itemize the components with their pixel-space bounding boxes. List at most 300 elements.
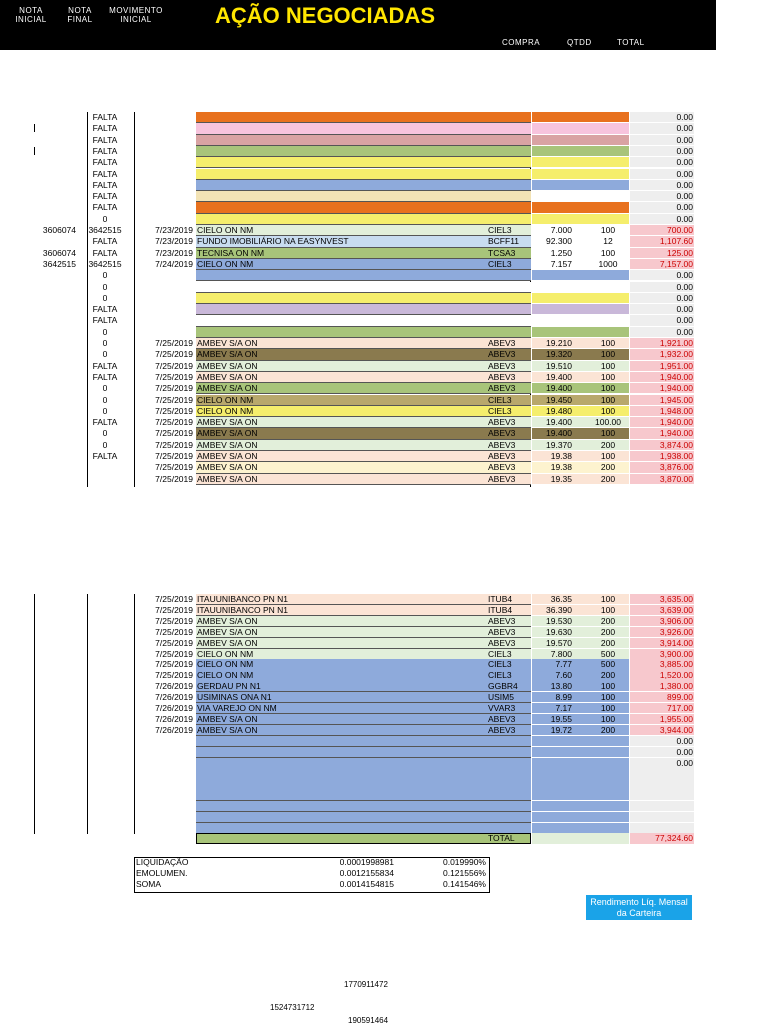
qty-cell: 100 xyxy=(600,383,616,394)
qty-cell: 100 xyxy=(600,594,616,604)
date-cell: 7/25/2019 xyxy=(155,349,193,360)
total-cell: 0.00 xyxy=(676,757,693,768)
row-color-band xyxy=(196,736,531,747)
qty-cell: 200 xyxy=(600,626,616,637)
nota-final-cell: 3642515 xyxy=(88,225,122,235)
price-cell: 36.35 xyxy=(550,594,572,604)
asset-name-cell: CIELO ON NM xyxy=(197,405,254,416)
date-cell: 7/25/2019 xyxy=(155,360,193,371)
table-row xyxy=(0,282,768,293)
nota-final-cell: 0 xyxy=(102,349,108,360)
date-cell: 7/25/2019 xyxy=(155,428,193,439)
total-qty-band xyxy=(532,833,629,844)
ticker-cell: ABEV3 xyxy=(488,417,516,428)
price-cell: 19.530 xyxy=(546,615,572,626)
asset-name-cell: AMBEV S/A ON xyxy=(197,626,258,637)
row-color-band xyxy=(196,327,531,338)
ticker-cell: TCSA3 xyxy=(488,247,516,258)
price-cell: 19.370 xyxy=(546,439,572,450)
price-cell: 13.80 xyxy=(550,681,572,692)
total-cell: 3,944.00 xyxy=(659,724,693,735)
total-cell: 3,885.00 xyxy=(659,659,693,670)
ticker-cell: ABEV3 xyxy=(488,473,516,484)
qty-cell: 100 xyxy=(600,405,616,416)
nota-final-cell: FALTA xyxy=(92,134,118,145)
nota-final-cell: 0 xyxy=(102,213,108,224)
row-color-band xyxy=(196,790,531,801)
row-color-band xyxy=(196,304,531,315)
nota-final-cell: FALTA xyxy=(92,360,118,371)
row-color-band xyxy=(196,112,531,123)
table-row xyxy=(0,801,768,812)
nota-final-cell: 0 xyxy=(102,383,108,394)
date-cell: 7/23/2019 xyxy=(155,225,193,235)
table-row xyxy=(0,202,768,213)
price-cell: 7.000 xyxy=(550,225,572,235)
nota-final-cell: FALTA xyxy=(92,451,118,461)
row-qty-band xyxy=(532,779,629,789)
qty-cell: 200 xyxy=(600,439,616,450)
nota-final-cell: FALTA xyxy=(92,191,118,202)
total-row xyxy=(0,833,768,844)
row-color-band xyxy=(196,214,531,225)
bottom-number: 1524731712 xyxy=(270,1003,315,1012)
ticker-cell: ABEV3 xyxy=(488,338,516,348)
date-cell: 7/25/2019 xyxy=(155,615,193,626)
asset-name-cell: AMBEV S/A ON xyxy=(197,338,258,348)
table-row xyxy=(0,451,768,462)
row-qty-band xyxy=(532,146,629,156)
qty-cell: 100.00 xyxy=(595,417,621,428)
total-cell: 1,380.00 xyxy=(659,681,693,692)
fee-value: 0.0001998981 xyxy=(339,857,394,867)
nota-final-cell: 3642515 xyxy=(88,258,122,269)
asset-name-cell: FUNDO IMOBILIÁRIO NA EASYNVEST xyxy=(197,236,349,247)
table-row xyxy=(0,315,768,326)
row-qty-band xyxy=(532,270,629,280)
ticker-cell: ABEV3 xyxy=(488,615,516,626)
asset-name-cell: AMBEV S/A ON xyxy=(197,417,258,428)
row-color-band xyxy=(196,315,531,326)
table-row xyxy=(0,736,768,747)
price-cell: 19.55 xyxy=(550,713,572,724)
row-color-band xyxy=(196,270,531,281)
total-cell: 3,635.00 xyxy=(659,594,693,604)
qty-cell: 200 xyxy=(600,670,616,681)
row-qty-band xyxy=(532,157,629,167)
row-color-band xyxy=(196,812,531,823)
row-qty-band xyxy=(532,304,629,314)
asset-name-cell: CIELO ON NM xyxy=(197,648,254,659)
qty-cell: 200 xyxy=(600,462,616,473)
nota-final-cell: FALTA xyxy=(92,157,118,168)
table-row xyxy=(0,692,768,703)
ticker-cell: CIEL3 xyxy=(488,659,512,670)
total-cell: 3,926.00 xyxy=(659,626,693,637)
ticker-cell: CIEL3 xyxy=(488,648,512,659)
total-cell: 1,932.00 xyxy=(659,349,693,360)
fee-label: LIQUIDAÇÃO xyxy=(136,857,189,867)
table-header xyxy=(0,0,716,50)
table-row xyxy=(0,214,768,225)
date-cell: 7/25/2019 xyxy=(155,659,193,670)
total-cell: 717.00 xyxy=(667,703,693,713)
qty-cell: 100 xyxy=(600,225,616,235)
table-row xyxy=(0,304,768,315)
table-row xyxy=(0,725,768,736)
price-cell: 7.60 xyxy=(555,670,572,681)
row-total-band xyxy=(630,812,694,822)
nota-final-cell: FALTA xyxy=(92,202,118,213)
asset-name-cell: CIELO ON NM xyxy=(197,225,254,235)
row-qty-band xyxy=(532,214,629,224)
table-row xyxy=(0,349,768,360)
table-row xyxy=(0,594,768,605)
ticker-cell: CIEL3 xyxy=(488,225,512,235)
total-cell: 3,900.00 xyxy=(659,648,693,659)
total-cell: 1,955.00 xyxy=(659,713,693,724)
asset-name-cell: AMBEV S/A ON xyxy=(197,360,258,371)
price-cell: 19.38 xyxy=(550,451,572,461)
row-qty-band xyxy=(532,191,629,201)
total-cell: 0.00 xyxy=(676,202,693,213)
date-cell: 7/24/2019 xyxy=(155,258,193,269)
qty-cell: 100 xyxy=(600,247,616,258)
total-cell: 0.00 xyxy=(676,281,693,292)
table-row xyxy=(0,649,768,660)
price-cell: 19.320 xyxy=(546,349,572,360)
table-row xyxy=(0,372,768,383)
nota-final-cell: FALTA xyxy=(92,304,118,315)
asset-name-cell: AMBEV S/A ON xyxy=(197,428,258,439)
total-cell: 0.00 xyxy=(676,270,693,281)
row-total-band xyxy=(630,779,694,789)
qty-cell: 100 xyxy=(600,349,616,360)
table-row xyxy=(0,714,768,725)
date-cell: 7/26/2019 xyxy=(155,713,193,724)
fee-percent: 0.019990% xyxy=(442,857,486,867)
ticker-cell: ITUB4 xyxy=(488,604,513,615)
total-cell: 0.00 xyxy=(676,326,693,337)
date-cell: 7/26/2019 xyxy=(155,724,193,735)
row-color-band xyxy=(196,747,531,758)
asset-name-cell: GERDAU PN N1 xyxy=(197,681,261,692)
asset-name-cell: ITAUUNIBANCO PN N1 xyxy=(197,604,288,615)
ticker-cell: ITUB4 xyxy=(488,594,513,604)
header-total: TOTAL xyxy=(617,38,645,47)
total-cell: 0.00 xyxy=(676,157,693,168)
nota-inicial-cell: 3642515 xyxy=(42,258,76,269)
price-cell: 92.300 xyxy=(546,236,572,247)
nota-final-cell: FALTA xyxy=(92,371,118,382)
asset-name-cell: AMBEV S/A ON xyxy=(197,713,258,724)
ticker-cell: ABEV3 xyxy=(488,724,516,735)
qty-cell: 100 xyxy=(600,604,616,615)
ticker-cell: ABEV3 xyxy=(488,637,516,648)
table-row xyxy=(0,758,768,769)
table-row xyxy=(0,474,768,485)
date-cell: 7/25/2019 xyxy=(155,394,193,405)
price-cell: 19.510 xyxy=(546,360,572,371)
price-cell: 19.400 xyxy=(546,428,572,439)
date-cell: 7/25/2019 xyxy=(155,473,193,484)
price-cell: 19.210 xyxy=(546,338,572,348)
asset-name-cell: VIA VAREJO ON NM xyxy=(197,703,277,713)
row-color-band xyxy=(196,758,531,769)
qty-cell: 500 xyxy=(600,648,616,659)
date-cell: 7/26/2019 xyxy=(155,692,193,703)
ticker-cell: GGBR4 xyxy=(488,681,518,692)
price-cell: 36.390 xyxy=(546,604,572,615)
price-cell: 19.400 xyxy=(546,383,572,394)
date-cell: 7/25/2019 xyxy=(155,462,193,473)
ticker-cell: BCFF11 xyxy=(488,236,520,247)
row-color-band xyxy=(196,191,531,202)
bottom-number: 1770911472 xyxy=(344,980,388,989)
price-cell: 19.570 xyxy=(546,637,572,648)
qty-cell: 500 xyxy=(600,659,616,670)
nota-final-cell: FALTA xyxy=(92,417,118,428)
price-cell: 7.17 xyxy=(555,703,572,713)
total-cell: 1,520.00 xyxy=(659,670,693,681)
price-cell: 19.38 xyxy=(550,462,572,473)
asset-name-cell: AMBEV S/A ON xyxy=(197,615,258,626)
ticker-cell: ABEV3 xyxy=(488,371,516,382)
table-row xyxy=(0,112,768,123)
nota-final-cell: FALTA xyxy=(92,315,118,326)
date-cell: 7/25/2019 xyxy=(155,338,193,348)
table-row xyxy=(0,747,768,758)
row-qty-band xyxy=(532,801,629,811)
date-cell: 7/26/2019 xyxy=(155,681,193,692)
table-row xyxy=(0,361,768,372)
table-row xyxy=(0,236,768,247)
nota-final-cell: 0 xyxy=(102,405,108,416)
total-cell: 0.00 xyxy=(676,191,693,202)
row-color-band xyxy=(196,146,531,157)
table-row xyxy=(0,259,768,270)
table-row xyxy=(0,157,768,168)
date-cell: 7/23/2019 xyxy=(155,247,193,258)
price-cell: 19.400 xyxy=(546,371,572,382)
qty-cell: 200 xyxy=(600,637,616,648)
date-cell: 7/26/2019 xyxy=(155,703,193,713)
total-cell: 0.00 xyxy=(676,123,693,134)
total-cell: 0.00 xyxy=(676,112,693,122)
row-qty-band xyxy=(532,315,629,325)
asset-name-cell: USIMINAS ONA N1 xyxy=(197,692,272,703)
table-row xyxy=(0,428,768,439)
table-row xyxy=(0,270,768,281)
row-total-band xyxy=(630,823,694,833)
table-row xyxy=(0,248,768,259)
price-cell: 19.630 xyxy=(546,626,572,637)
row-qty-band xyxy=(532,112,629,122)
total-cell: 0.00 xyxy=(676,292,693,303)
total-cell: 0.00 xyxy=(676,145,693,156)
table-row xyxy=(0,812,768,823)
nota-final-cell: 0 xyxy=(102,292,108,303)
total-cell: 1,940.00 xyxy=(659,428,693,439)
total-cell: 1,107.60 xyxy=(659,236,693,247)
table-row xyxy=(0,123,768,134)
fee-percent: 0.121556% xyxy=(442,868,486,878)
row-color-band xyxy=(196,202,531,213)
ticker-cell: ABEV3 xyxy=(488,626,516,637)
total-cell: 3,876.00 xyxy=(659,462,693,473)
table-row xyxy=(0,670,768,681)
total-cell: 0.00 xyxy=(676,179,693,190)
row-qty-band xyxy=(532,812,629,822)
row-qty-band xyxy=(532,768,629,778)
qty-cell: 100 xyxy=(600,371,616,382)
row-color-band xyxy=(196,123,531,134)
asset-name-cell: AMBEV S/A ON xyxy=(197,451,258,461)
nota-inicial-cell: 3606074 xyxy=(42,225,76,235)
qty-cell: 100 xyxy=(600,692,616,703)
total-cell: 0.00 xyxy=(676,168,693,179)
nota-final-cell: FALTA xyxy=(92,123,118,134)
asset-name-cell: AMBEV S/A ON xyxy=(197,724,258,735)
price-cell: 1.250 xyxy=(550,247,572,258)
asset-name-cell: AMBEV S/A ON xyxy=(197,637,258,648)
fee-percent: 0.141546% xyxy=(442,879,486,889)
bottom-number: 190591464 xyxy=(348,1016,389,1025)
row-qty-band xyxy=(532,135,629,145)
total-cell: 1,945.00 xyxy=(659,394,693,405)
ticker-cell: USIM5 xyxy=(488,692,514,703)
price-cell: 7.157 xyxy=(550,258,572,269)
date-cell: 7/25/2019 xyxy=(155,417,193,428)
ticker-cell: ABEV3 xyxy=(488,383,516,394)
total-cell: 1,940.00 xyxy=(659,417,693,428)
header-movimento-inicial: MOVIMENTO INICIAL xyxy=(109,6,163,24)
ticker-cell: CIEL3 xyxy=(488,258,512,269)
date-cell: 7/25/2019 xyxy=(155,383,193,394)
asset-name-cell: AMBEV S/A ON xyxy=(197,439,258,450)
total-cell: 1,938.00 xyxy=(659,451,693,461)
qty-cell: 200 xyxy=(600,615,616,626)
row-qty-band xyxy=(532,790,629,800)
row-color-band xyxy=(196,293,531,304)
total-cell: 1,951.00 xyxy=(659,360,693,371)
nota-final-cell: FALTA xyxy=(92,145,118,156)
row-color-band xyxy=(196,779,531,790)
row-qty-band xyxy=(532,282,629,292)
row-color-band xyxy=(196,282,531,293)
total-cell: 1,948.00 xyxy=(659,405,693,416)
total-cell: 0.00 xyxy=(676,134,693,145)
total-cell: 700.00 xyxy=(667,225,693,235)
date-cell: 7/23/2019 xyxy=(155,236,193,247)
date-cell: 7/25/2019 xyxy=(155,405,193,416)
nota-final-cell: 0 xyxy=(102,326,108,337)
qty-cell: 100 xyxy=(600,451,616,461)
row-total-band xyxy=(630,790,694,800)
header-nota-final: NOTA FINAL xyxy=(67,6,93,24)
nota-final-cell: FALTA xyxy=(92,247,118,258)
total-cell: 3,906.00 xyxy=(659,615,693,626)
row-color-band xyxy=(196,768,531,779)
table-row xyxy=(0,146,768,157)
qty-cell: 12 xyxy=(603,236,613,247)
fee-label: EMOLUMEN. xyxy=(136,868,188,878)
row-qty-band xyxy=(532,736,629,746)
table-row xyxy=(0,462,768,473)
table-row xyxy=(0,417,768,428)
row-qty-band xyxy=(532,823,629,833)
row-color-band xyxy=(196,180,531,191)
asset-name-cell: AMBEV S/A ON xyxy=(197,371,258,382)
ticker-cell: ABEV3 xyxy=(488,360,516,371)
price-cell: 19.35 xyxy=(550,473,572,484)
asset-name-cell: AMBEV S/A ON xyxy=(197,462,258,473)
table-row xyxy=(0,703,768,714)
table-row xyxy=(0,768,768,779)
table-row xyxy=(0,225,768,236)
table-row xyxy=(0,135,768,146)
asset-name-cell: CIELO ON NM xyxy=(197,258,254,269)
table-row xyxy=(0,605,768,616)
qty-cell: 1000 xyxy=(598,258,618,269)
asset-name-cell: AMBEV S/A ON xyxy=(197,383,258,394)
ticker-cell: ABEV3 xyxy=(488,713,516,724)
table-row xyxy=(0,779,768,790)
row-qty-band xyxy=(532,123,629,133)
ticker-cell: CIEL3 xyxy=(488,405,512,416)
table-row xyxy=(0,383,768,394)
date-cell: 7/25/2019 xyxy=(155,637,193,648)
date-cell: 7/25/2019 xyxy=(155,451,193,461)
asset-name-cell: CIELO ON NM xyxy=(197,659,254,670)
page-title: AÇÃO NEGOCIADAS xyxy=(215,3,436,28)
total-cell: 0.00 xyxy=(676,735,693,746)
nota-final-cell: 0 xyxy=(102,394,108,405)
date-cell: 7/25/2019 xyxy=(155,594,193,604)
total-cell: 0.00 xyxy=(676,304,693,315)
price-cell: 19.450 xyxy=(546,394,572,405)
price-cell: 8.99 xyxy=(555,692,572,703)
price-cell: 7.800 xyxy=(550,648,572,659)
date-cell: 7/25/2019 xyxy=(155,604,193,615)
table-row xyxy=(0,790,768,801)
rendimento-button[interactable]: Rendimento Líq. Mensal da Carteira xyxy=(586,895,692,920)
total-value: 77,324.60 xyxy=(655,833,693,843)
date-cell: 7/25/2019 xyxy=(155,670,193,681)
table-row xyxy=(0,327,768,338)
total-cell: 3,870.00 xyxy=(659,473,693,484)
qty-cell: 100 xyxy=(600,394,616,405)
ticker-cell: VVAR3 xyxy=(488,703,516,713)
ticker-cell: ABEV3 xyxy=(488,451,516,461)
price-cell: 19.400 xyxy=(546,417,572,428)
ticker-cell: ABEV3 xyxy=(488,462,516,473)
qty-cell: 100 xyxy=(600,713,616,724)
table-row xyxy=(0,681,768,692)
ticker-cell: ABEV3 xyxy=(488,349,516,360)
row-qty-band xyxy=(532,202,629,212)
fee-value: 0.0014154815 xyxy=(339,879,394,889)
asset-name-cell: ITAUUNIBANCO PN N1 xyxy=(197,594,288,604)
row-qty-band xyxy=(532,293,629,303)
nota-final-cell: FALTA xyxy=(92,179,118,190)
total-cell: 7,157.00 xyxy=(659,258,693,269)
ticker-cell: ABEV3 xyxy=(488,428,516,439)
table-row xyxy=(0,293,768,304)
qty-cell: 100 xyxy=(600,360,616,371)
fee-label: SOMA xyxy=(136,879,162,889)
nota-final-cell: FALTA xyxy=(92,168,118,179)
